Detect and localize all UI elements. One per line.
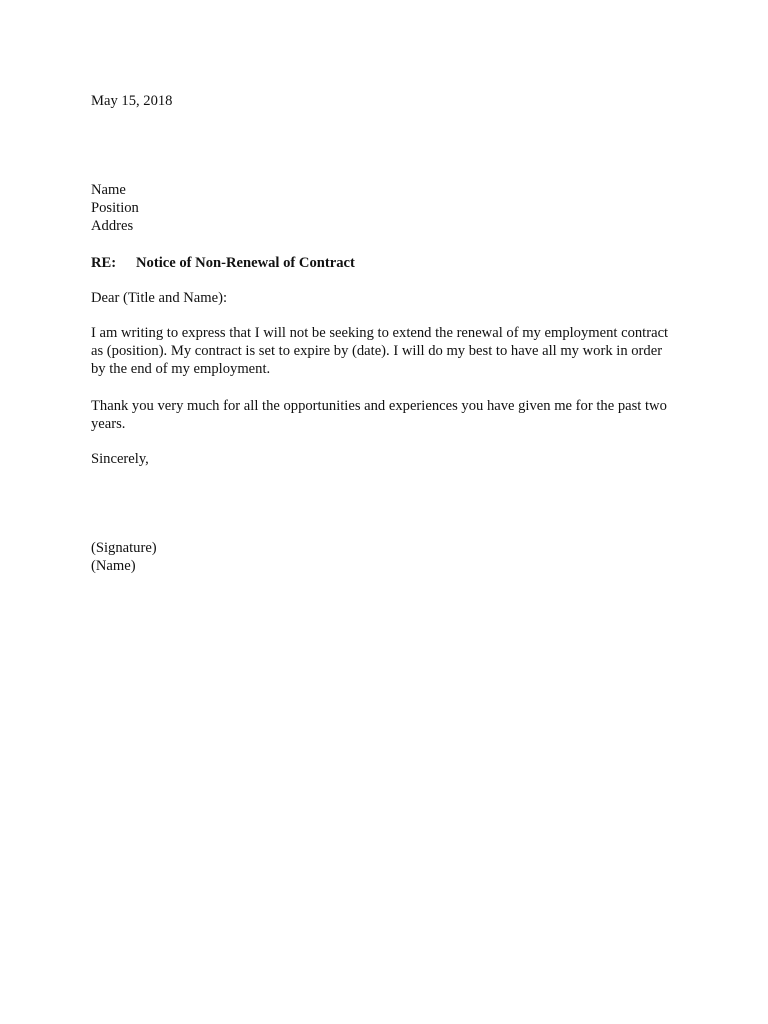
sender-name: (Name) xyxy=(91,558,136,574)
signature-placeholder: (Signature) xyxy=(91,540,157,556)
subject-line xyxy=(91,254,355,272)
closing: Sincerely, xyxy=(91,451,149,467)
paragraph-line: years. xyxy=(91,416,126,432)
recipient-position: Position xyxy=(91,200,139,216)
letter-date: May 15, 2018 xyxy=(91,93,173,109)
subject-text: Notice of Non-Renewal of Contract xyxy=(136,255,355,271)
signature-block xyxy=(91,539,157,575)
paragraph-line: Thank you very much for all the opportunities and experiences you have given me for the past two xyxy=(91,398,667,414)
paragraph-line: I am writing to express that I will not be seeking to extend the renewal of my employment contract xyxy=(91,325,669,341)
recipient-block xyxy=(91,181,139,235)
recipient-name: Name xyxy=(91,182,126,198)
salutation: Dear (Title and Name): xyxy=(91,290,228,306)
paragraph-line: by the end of my employment. xyxy=(91,361,271,377)
paragraph-line: as (position). My contract is set to expire by (date). I will do my best to have all my work in order xyxy=(91,343,663,359)
body-paragraph-1 xyxy=(91,324,691,378)
recipient-address: Addres xyxy=(91,218,134,234)
body-paragraph-2 xyxy=(91,397,691,433)
subject-label: RE: xyxy=(91,255,117,271)
